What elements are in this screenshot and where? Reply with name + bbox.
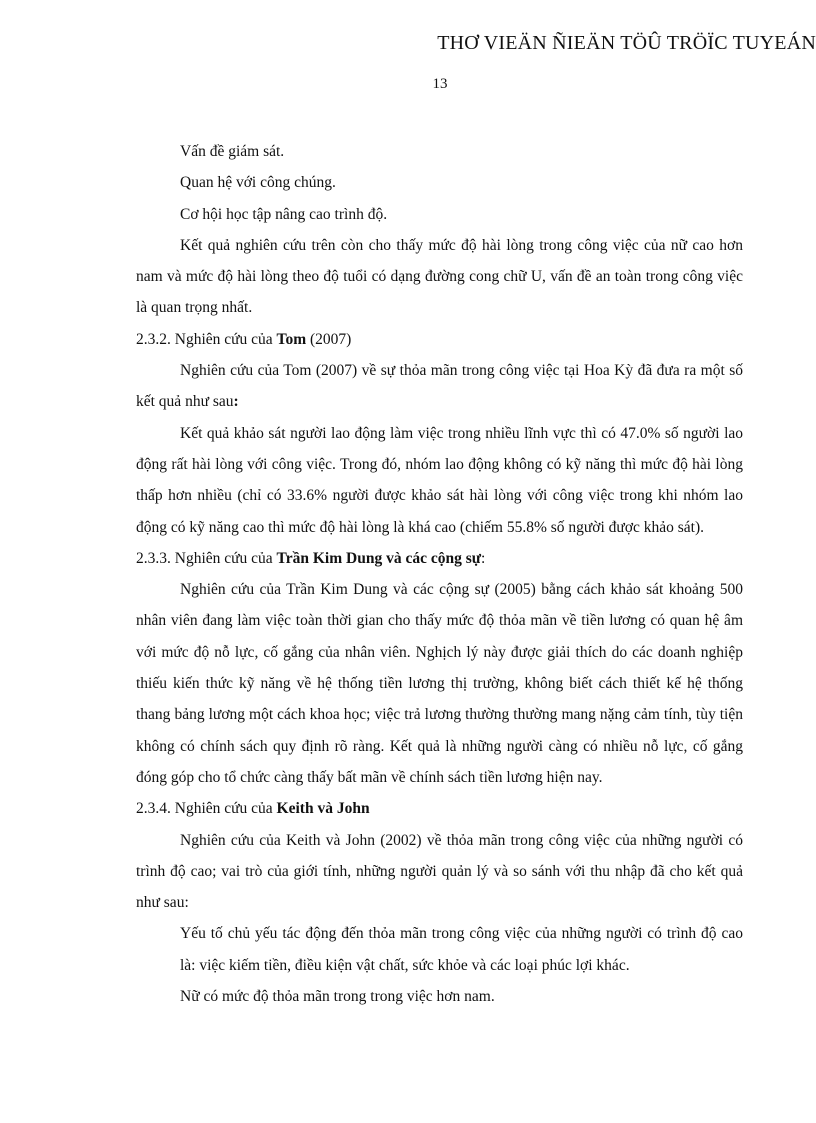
- paragraph: Kết quả khảo sát người lao động làm việc trong nhiều lĩnh vực thì có 47.0% số người lao động rất hài lòng với công việc. Trong đó, nhóm lao động không có kỹ năng thì mức độ hài lòng thấp hơn nhiều (chỉ có 33.6% người được khảo sát hài lòng với công việc trong khi nhóm lao động có kỹ năng cao thì mức độ hài lòng là khá cao (chiếm 55.8% số người được khảo sát).: [136, 424, 743, 536]
- heading-suffix: :: [481, 549, 486, 567]
- paragraph: Nữ có mức độ thỏa mãn trong trong việc hơn nam.: [180, 988, 495, 1006]
- paragraph-colon: :: [233, 393, 239, 411]
- heading-suffix: (2007): [306, 330, 352, 348]
- paragraph: Yếu tố chủ yếu tác động đến thỏa mãn trong công việc của những người có trình độ cao là: việc kiếm tiền, điều kiện vật chất, sức khỏe và các loại phúc lợi khác.: [180, 925, 743, 974]
- heading-prefix: 2.3.4. Nghiên cứu của: [136, 800, 277, 818]
- heading-bold: Trần Kim Dung và các cộng sự: [276, 549, 482, 567]
- paragraph-text: Nghiên cứu của Tom (2007) về sự thỏa mãn trong công việc tại Hoa Kỳ đã đưa ra một số kết quả như sau: [136, 362, 743, 411]
- list-line: Quan hệ với công chúng.: [180, 174, 336, 192]
- document-body: [136, 136, 743, 1012]
- heading-prefix: 2.3.3. Nghiên cứu của: [136, 549, 277, 567]
- list-line: Cơ hội học tập nâng cao trình độ.: [180, 205, 388, 223]
- paragraph: [136, 355, 743, 418]
- paragraph: Nghiên cứu của Keith và John (2002) về thỏa mãn trong công việc của những người có trình độ cao; vai trò của giới tính, những người quản lý và so sánh với thu nhập đã cho kết quả như sau:: [136, 831, 743, 912]
- paragraph: Kết quả nghiên cứu trên còn cho thấy mức độ hài lòng trong công việc của nữ cao hơn nam và mức độ hài lòng theo độ tuổi có dạng đường cong chữ U, vấn đề an toàn trong công việc là quan trọng nhất.: [136, 236, 743, 317]
- section-heading: [136, 543, 743, 574]
- section-heading: [136, 324, 743, 355]
- running-header-title: THƠ VIEÄN ÑIEÄN TÖÛ TRÖÏC TUYEÁN: [437, 32, 816, 54]
- paragraph: Nghiên cứu của Trần Kim Dung và các cộng sự (2005) bằng cách khảo sát khoảng 500 nhân viên đang làm việc toàn thời gian cho thấy mức độ thỏa mãn về tiền lương có quan hệ âm với mức độ nỗ lực, cố gắng của nhân viên. Nghịch lý này được giải thích do các doanh nghiệp thiếu kiến thức kỹ năng về hệ thống tiền lương thị trường, không biết cách thiết kế hệ thống thang bảng lương một cách khoa học; việc trả lương thường thường mang nặng cảm tính, tùy tiện không có chính sách quy định rõ ràng. Kết quả là những người càng có nhiều nỗ lực, cố gắng đóng góp cho tổ chức càng thấy bất mãn về chính sách tiền lương hiện nay.: [136, 581, 743, 786]
- section-heading: [136, 793, 743, 824]
- heading-bold: Tom: [276, 330, 307, 348]
- page-number: 13: [432, 76, 448, 92]
- heading-prefix: 2.3.2. Nghiên cứu của: [136, 330, 277, 348]
- list-line: Vấn đề giám sát.: [180, 143, 285, 160]
- heading-bold: Keith và John: [276, 800, 370, 818]
